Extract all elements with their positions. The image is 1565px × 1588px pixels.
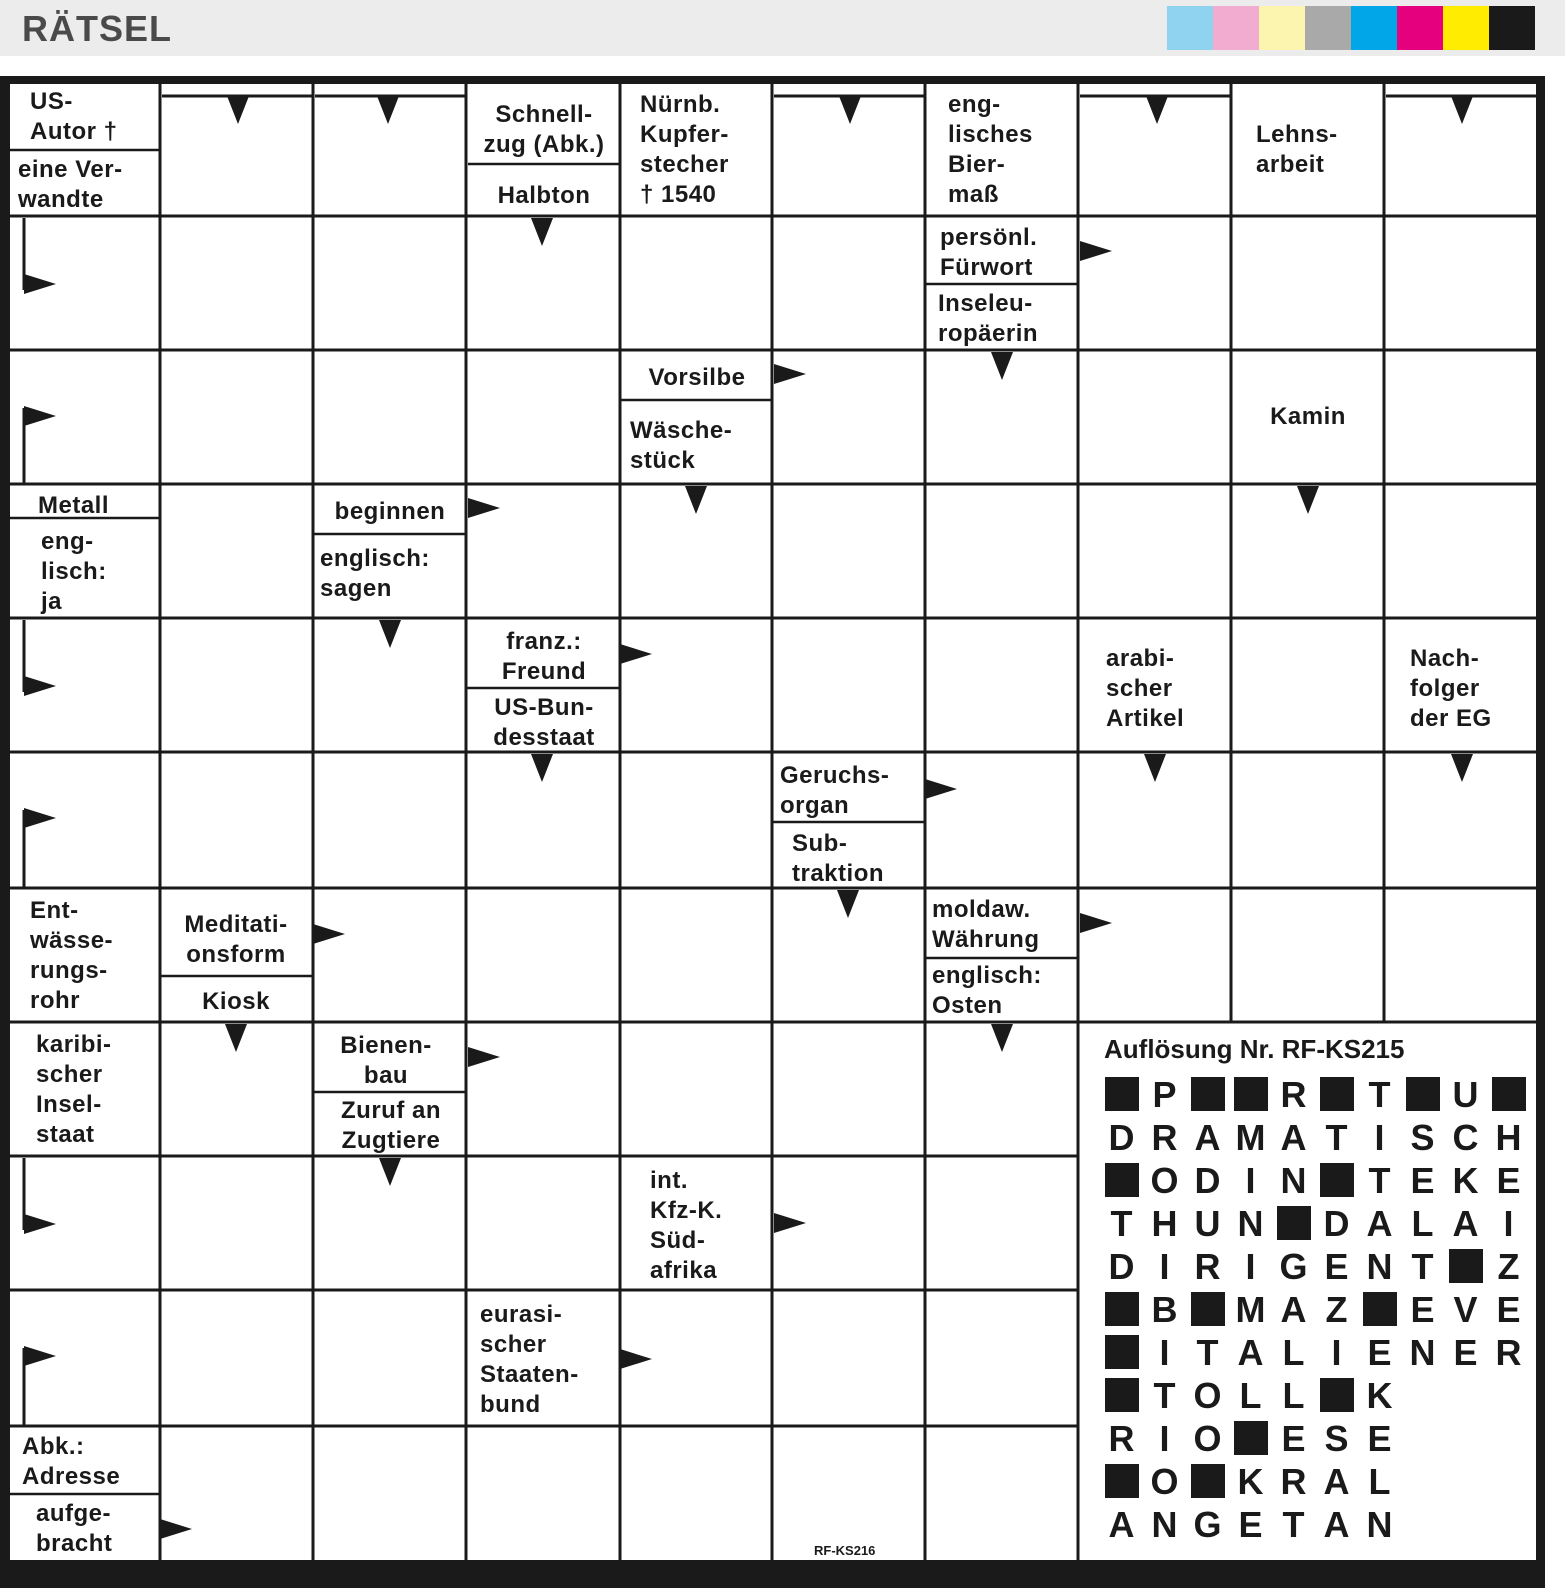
arrow-down-icon — [1146, 96, 1168, 124]
solution-block — [1100, 1074, 1143, 1116]
clue-cell: persönl. Fürwort — [940, 224, 1038, 281]
solution-letter: H — [1495, 1117, 1522, 1158]
solution-block — [1401, 1074, 1444, 1116]
solution-letter: U — [1194, 1203, 1221, 1244]
clue-cell: franz.: Freund — [501, 628, 587, 685]
arrow-right-icon — [774, 364, 806, 384]
arrow-right-icon — [24, 676, 56, 696]
solution-letter: E — [1324, 1246, 1349, 1287]
arrow-right-icon — [313, 924, 345, 944]
solution-block — [1100, 1160, 1143, 1202]
solution-letter: D — [1194, 1160, 1221, 1201]
solution-letter: A — [1452, 1203, 1479, 1244]
solution-title: Auflösung Nr. RF-KS215 — [1104, 1034, 1405, 1064]
clue-cell: karibi- scher Insel- staat — [36, 1031, 112, 1148]
crossword-grid — [10, 84, 1536, 1560]
solution-letter: Z — [1497, 1246, 1520, 1287]
clue-cell: Inseleu- ropäerin — [938, 290, 1039, 347]
solution-letter: R — [1280, 1461, 1307, 1502]
color-swatch — [1305, 6, 1351, 50]
arrow-right-icon — [1080, 241, 1112, 261]
arrow-down-icon — [377, 96, 399, 124]
clue-cell: moldaw. Währung — [932, 896, 1040, 953]
clue-cell: Geruchs- organ — [780, 762, 890, 819]
arrow-down-icon — [839, 96, 861, 124]
solution-letter: D — [1323, 1203, 1350, 1244]
clue-cell: US- Autor † — [30, 88, 118, 145]
solution-letter: K — [1366, 1375, 1393, 1416]
color-swatch — [1167, 6, 1213, 50]
color-swatch — [1397, 6, 1443, 50]
solution-letter: B — [1151, 1289, 1178, 1330]
solution-block — [1315, 1375, 1358, 1417]
solution-letter: N — [1280, 1160, 1307, 1201]
solution-letter: K — [1237, 1461, 1264, 1502]
arrow-down-icon — [1451, 754, 1473, 782]
solution-block — [1100, 1461, 1143, 1503]
arrow-down-icon — [1297, 486, 1319, 514]
solution-letter: N — [1151, 1504, 1178, 1545]
solution-letter: M — [1235, 1117, 1266, 1158]
solution-letter: L — [1239, 1375, 1262, 1416]
header-bar — [0, 0, 1565, 56]
arrow-right-icon — [620, 1349, 652, 1369]
solution-block — [1229, 1418, 1272, 1460]
solution-letter: K — [1452, 1160, 1479, 1201]
solution-letter: E — [1410, 1160, 1435, 1201]
solution-letter: T — [1153, 1375, 1176, 1416]
clue-cell: eng- lisch: ja — [41, 528, 107, 615]
puzzle-code: RF-KS216 — [814, 1543, 876, 1558]
solution-letter: E — [1453, 1332, 1478, 1373]
solution-block — [1229, 1074, 1272, 1116]
arrow-right-icon — [925, 779, 957, 799]
color-swatch — [1443, 6, 1489, 50]
solution-letter: T — [1368, 1160, 1391, 1201]
arrow-right-icon — [1080, 913, 1112, 933]
solution-letter: N — [1237, 1203, 1264, 1244]
solution-letter: A — [1194, 1117, 1221, 1158]
arrow-down-icon — [531, 218, 553, 246]
color-swatch — [1259, 6, 1305, 50]
clue-cell: Meditati- onsform — [184, 911, 288, 968]
clue-cell: englisch: Osten — [932, 962, 1042, 1019]
solution-letter: E — [1410, 1289, 1435, 1330]
arrow-right-icon — [24, 274, 56, 294]
solution-letter: T — [1325, 1117, 1348, 1158]
solution-letter: D — [1108, 1246, 1135, 1287]
arrow-right-icon — [24, 1346, 56, 1366]
solution-row — [1100, 1160, 1530, 1202]
solution-letter: R — [1495, 1332, 1522, 1373]
solution-row — [1100, 1246, 1530, 1288]
solution-letter: V — [1453, 1289, 1478, 1330]
clue-cell: englisch: sagen — [320, 545, 430, 602]
solution-letter: S — [1410, 1117, 1435, 1158]
arrow-right-icon — [24, 406, 56, 426]
solution-letter: R — [1108, 1418, 1135, 1459]
solution-letter: N — [1366, 1246, 1393, 1287]
solution-block — [1444, 1246, 1487, 1288]
solution-block — [1272, 1203, 1315, 1245]
solution-letter: I — [1245, 1246, 1256, 1287]
arrow-down-icon — [837, 890, 859, 918]
arrow-down-icon — [379, 1158, 401, 1186]
solution-letter: E — [1238, 1504, 1263, 1545]
solution-letter: I — [1331, 1332, 1342, 1373]
clue-cell: Lehns- arbeit — [1256, 121, 1338, 178]
arrow-right-icon — [24, 808, 56, 828]
solution-letter: E — [1281, 1418, 1306, 1459]
color-swatch — [1489, 6, 1535, 50]
clue-cell: Metall — [38, 492, 110, 519]
solution-block — [1315, 1160, 1358, 1202]
solution-block — [1186, 1074, 1229, 1116]
arrow-right-icon — [774, 1213, 806, 1233]
solution-letter: O — [1150, 1160, 1179, 1201]
solution-letter: C — [1452, 1117, 1479, 1158]
solution-letter: N — [1366, 1504, 1393, 1545]
solution-letter: I — [1159, 1332, 1170, 1373]
solution-letter: A — [1323, 1504, 1350, 1545]
solution-block — [1358, 1289, 1401, 1331]
solution-letter: A — [1237, 1332, 1264, 1373]
solution-letter: A — [1108, 1504, 1135, 1545]
solution-letter: E — [1496, 1160, 1521, 1201]
solution-letter: I — [1245, 1160, 1256, 1201]
solution-letter: L — [1368, 1461, 1391, 1502]
arrow-right-icon — [620, 644, 652, 664]
clue-cell: US-Bun- desstaat — [493, 694, 595, 751]
solution-row — [1100, 1117, 1530, 1159]
solution-letter: O — [1193, 1375, 1222, 1416]
solution-row — [1100, 1074, 1530, 1116]
arrow-right-icon — [468, 498, 500, 518]
solution-block — [1100, 1289, 1143, 1331]
solution-letter: I — [1159, 1246, 1170, 1287]
solution-letter: U — [1452, 1074, 1479, 1115]
solution-letter: H — [1151, 1203, 1178, 1244]
arrow-down-icon — [685, 486, 707, 514]
clue-cell: Ent- wässe- rungs- rohr — [30, 897, 114, 1014]
solution-letter: A — [1280, 1117, 1307, 1158]
solution-letter: G — [1193, 1504, 1222, 1545]
solution-letter: R — [1151, 1117, 1178, 1158]
clue-cell: Schnell- zug (Abk.) — [483, 101, 605, 158]
solution-letter: E — [1367, 1418, 1392, 1459]
solution-block — [1100, 1332, 1143, 1374]
solution-letter: T — [1196, 1332, 1219, 1373]
solution-row — [1100, 1203, 1530, 1245]
clue-cell: int. Kfz-K. Süd- afrika — [650, 1167, 723, 1284]
solution-letter: A — [1280, 1289, 1307, 1330]
solution-letter: A — [1323, 1461, 1350, 1502]
solution-block — [1186, 1289, 1229, 1331]
arrow-down-icon — [1451, 96, 1473, 124]
solution-letter: L — [1282, 1332, 1305, 1373]
solution-letter: G — [1279, 1246, 1308, 1287]
solution-letter: T — [1368, 1074, 1391, 1115]
arrow-down-icon — [991, 352, 1013, 380]
solution-letter: E — [1367, 1332, 1392, 1373]
arrow-down-icon — [225, 1024, 247, 1052]
page-title: RÄTSEL — [22, 8, 172, 49]
solution-block — [1186, 1461, 1229, 1503]
color-swatch — [1351, 6, 1397, 50]
solution-letter: T — [1282, 1504, 1305, 1545]
arrow-down-icon — [991, 1024, 1013, 1052]
solution-letter: T — [1110, 1203, 1133, 1244]
solution-letter: L — [1282, 1375, 1305, 1416]
arrow-down-icon — [1144, 754, 1166, 782]
arrow-down-icon — [227, 96, 249, 124]
solution-row — [1100, 1504, 1401, 1546]
clue-cell: eng- lisches Bier- maß — [948, 91, 1033, 208]
clue-cell: beginnen — [334, 498, 446, 525]
arrow-right-icon — [24, 1214, 56, 1234]
clue-cell: Bienen- bau — [340, 1032, 432, 1089]
solution-letter: R — [1194, 1246, 1221, 1287]
clue-cell: Nürnb. Kupfer- stecher † 1540 — [640, 91, 729, 208]
clue-cell: Vorsilbe — [648, 364, 746, 391]
solution-letter: I — [1374, 1117, 1385, 1158]
solution-row — [1100, 1461, 1401, 1503]
solution-letter: O — [1150, 1461, 1179, 1502]
solution-letter: I — [1159, 1418, 1170, 1459]
arrow-right-icon — [160, 1519, 192, 1539]
clue-cell: Nach- folger der EG — [1410, 645, 1492, 732]
solution-block — [1487, 1074, 1530, 1116]
solution-letter: R — [1280, 1074, 1307, 1115]
solution-letter: Z — [1325, 1289, 1348, 1330]
solution-letter: T — [1411, 1246, 1434, 1287]
clue-cell: eine Ver- wandte — [18, 156, 123, 213]
arrow-down-icon — [531, 754, 553, 782]
solution-letter: I — [1503, 1203, 1514, 1244]
solution-letter: N — [1409, 1332, 1436, 1373]
solution-block — [1315, 1074, 1358, 1116]
solution-letter: O — [1193, 1418, 1222, 1459]
solution-row — [1100, 1375, 1401, 1417]
clue-cell: Kiosk — [202, 988, 270, 1015]
clue-cell: Sub- traktion — [792, 830, 885, 887]
solution-row — [1100, 1289, 1530, 1331]
solution-letter: S — [1324, 1418, 1349, 1459]
solution-row — [1100, 1332, 1530, 1374]
solution-letter: D — [1108, 1117, 1135, 1158]
clue-cell: Abk.: Adresse — [22, 1433, 121, 1490]
solution-row — [1100, 1418, 1401, 1460]
clue-cell: aufge- bracht — [36, 1500, 113, 1557]
solution-letter: M — [1235, 1289, 1266, 1330]
clue-cell: Zuruf an Zugtiere — [341, 1097, 441, 1154]
solution-letter: L — [1411, 1203, 1434, 1244]
clue-cell: Wäsche- stück — [630, 417, 733, 474]
clue-cell: Kamin — [1270, 403, 1346, 430]
color-swatch — [1213, 6, 1259, 50]
clue-cell: eurasi- scher Staaten- bund — [480, 1301, 579, 1418]
solution-letter: A — [1366, 1203, 1393, 1244]
solution-letter: E — [1496, 1289, 1521, 1330]
clue-cell: arabi- scher Artikel — [1106, 645, 1185, 732]
clue-cell: Halbton — [497, 182, 591, 209]
color-swatch-strip — [1167, 6, 1535, 50]
arrow-down-icon — [379, 620, 401, 648]
arrow-right-icon — [468, 1047, 500, 1067]
solution-letter: P — [1152, 1074, 1177, 1115]
solution-block — [1100, 1375, 1143, 1417]
